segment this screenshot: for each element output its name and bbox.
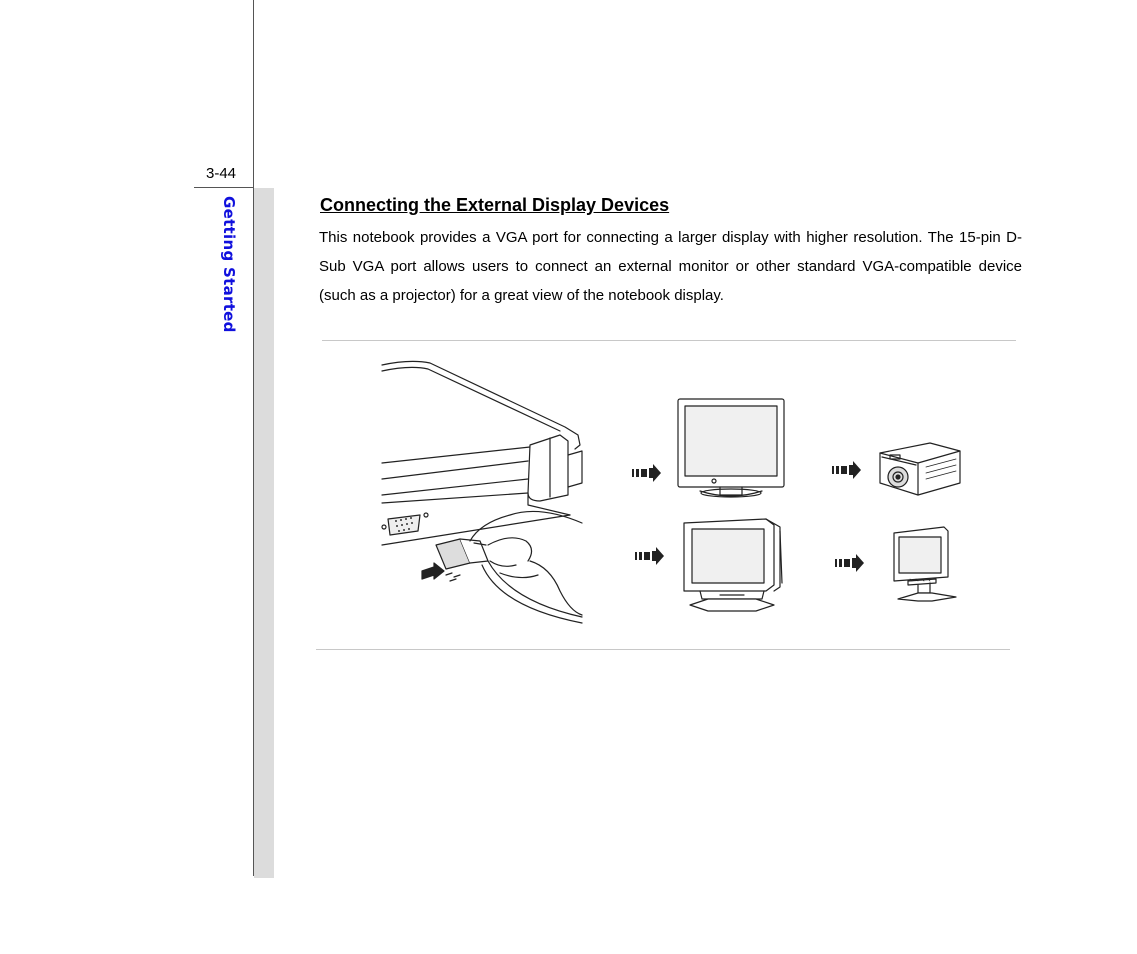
crt-monitor-icon (684, 519, 782, 611)
chapter-side-bar (254, 188, 274, 878)
projector-icon (880, 443, 960, 495)
laptop-vga-connection-icon (382, 361, 582, 623)
page-number: 3-44 (206, 165, 237, 182)
page-number-rule (194, 187, 254, 188)
figure-bottom-rule (316, 649, 1010, 650)
chapter-label: Getting Started (220, 196, 238, 333)
figure-top-rule (322, 340, 1016, 341)
section-title: Connecting the External Display Devices (320, 195, 670, 215)
section-body: This notebook provides a VGA port for connecting a larger display with higher resolution. The 15-pin D-Sub VGA port allows users to connect an external monitor or other standard VGA-compatible device (such as a projector) for a great view of the notebook display. (319, 229, 1022, 304)
lcd-monitor-icon (894, 527, 956, 601)
lcd-tv-icon (678, 399, 784, 497)
vga-connection-illustration (370, 355, 980, 625)
